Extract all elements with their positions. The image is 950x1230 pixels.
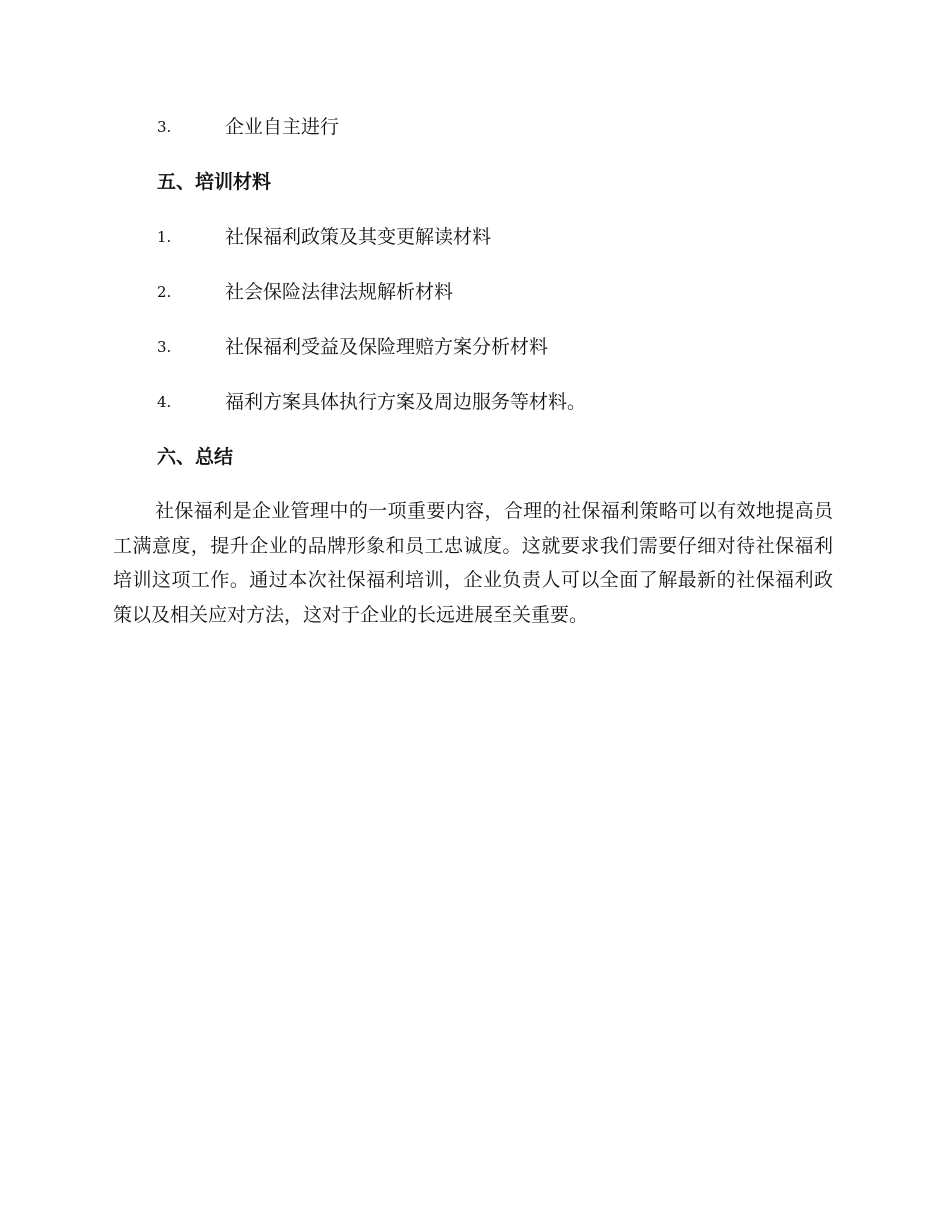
list-number: 2.	[157, 283, 172, 301]
section-heading-summary: 六、总结	[157, 446, 234, 468]
list-item-material-1	[157, 222, 491, 252]
list-number: 3.	[157, 118, 172, 136]
list-number: 4.	[157, 393, 172, 411]
list-text: 福利方案具体执行方案及周边服务等材料。	[225, 391, 587, 413]
list-item-enterprise-self	[157, 112, 339, 142]
section-heading-training-materials: 五、培训材料	[157, 171, 272, 193]
list-item-material-2	[157, 277, 453, 307]
list-number: 3.	[157, 338, 172, 356]
list-item-material-3	[157, 332, 548, 362]
list-text: 企业自主进行	[225, 116, 340, 138]
summary-paragraph: 社保福利是企业管理中的一项重要内容，合理的社保福利策略可以有效地提高员工满意度，提升企业的品牌形象和员工忠诚度。这就要求我们需要仔细对待社保福利培训这项工作。通过本次社保福利培训，企业负责人可以全面了解最新的社保福利政策以及相关应对方法，这对于企业的长远进展至关重要。	[113, 500, 833, 626]
list-number: 1.	[157, 228, 172, 246]
list-text: 社保福利受益及保险理赔方案分析材料	[225, 336, 549, 358]
list-text: 社保福利政策及其变更解读材料	[225, 226, 492, 248]
list-text: 社会保险法律法规解析材料	[225, 281, 454, 303]
list-item-material-4	[157, 387, 586, 417]
